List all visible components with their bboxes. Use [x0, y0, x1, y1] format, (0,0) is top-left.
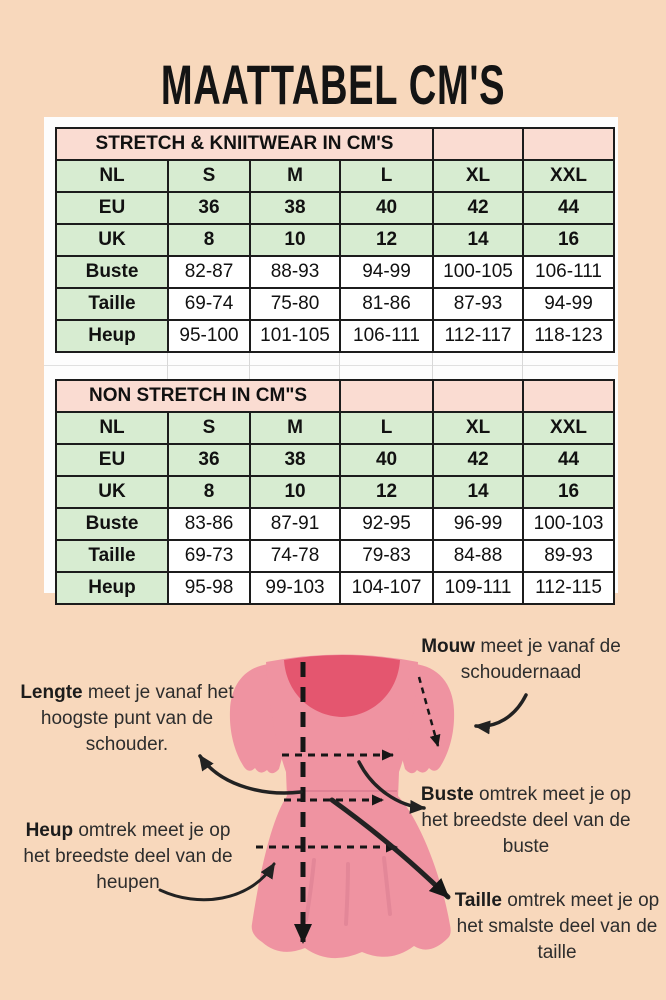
- size-cell: 44: [523, 444, 614, 476]
- measure-cell: 69-74: [168, 288, 250, 320]
- measure-cell: 100-105: [433, 256, 523, 288]
- size-cell: S: [168, 412, 250, 444]
- measure-row: [56, 572, 614, 604]
- measure-cell: 99-103: [250, 572, 340, 604]
- measure-row: [56, 540, 614, 572]
- measure-cell: 83-86: [168, 508, 250, 540]
- measure-cell: 74-78: [250, 540, 340, 572]
- measure-cell: 87-93: [433, 288, 523, 320]
- note-lengte: [2, 680, 252, 758]
- measure-row: [56, 320, 614, 352]
- note-term: Heup: [25, 820, 74, 841]
- measure-cell: 95-100: [168, 320, 250, 352]
- table-title: STRETCH & KNIITWEAR IN CM'S: [56, 128, 433, 160]
- row-label: EU: [56, 192, 168, 224]
- note-term: Taille: [454, 890, 502, 911]
- size-cell: XXL: [523, 160, 614, 192]
- measurement-diagram: [0, 620, 666, 1000]
- measure-row: [56, 508, 614, 540]
- row-label: EU: [56, 444, 168, 476]
- grid-line: [167, 353, 168, 379]
- size-cell: 16: [523, 476, 614, 508]
- size-cell: XXL: [523, 412, 614, 444]
- measure-cell: 75-80: [250, 288, 340, 320]
- size-cell: S: [168, 160, 250, 192]
- measure-cell: 101-105: [250, 320, 340, 352]
- measure-cell: 94-99: [523, 288, 614, 320]
- row-label: Buste: [56, 508, 168, 540]
- row-label: UK: [56, 224, 168, 256]
- measure-row: [56, 256, 614, 288]
- size-cell: 38: [250, 192, 340, 224]
- note-term: Lengte: [20, 682, 83, 703]
- row-label: Taille: [56, 288, 168, 320]
- size-cell: 36: [168, 192, 250, 224]
- note-text: omtrek meet je op het breedste deel van de buste: [421, 784, 632, 857]
- size-cell: 14: [433, 224, 523, 256]
- size-cell: L: [340, 412, 433, 444]
- table-title-row: [56, 380, 614, 412]
- table-title: NON STRETCH IN CM"S: [56, 380, 340, 412]
- size-cell: 38: [250, 444, 340, 476]
- size-cell: XL: [433, 412, 523, 444]
- size-cell: 36: [168, 444, 250, 476]
- empty-header-cell: [523, 128, 614, 160]
- measure-cell: 88-93: [250, 256, 340, 288]
- note-text: meet je vanaf het hoogste punt van de schouder.: [40, 682, 234, 755]
- size-cell: 40: [340, 192, 433, 224]
- measure-cell: 112-117: [433, 320, 523, 352]
- measure-cell: 89-93: [523, 540, 614, 572]
- grid-line: [339, 353, 340, 379]
- size-row: [56, 160, 614, 192]
- measure-cell: 79-83: [340, 540, 433, 572]
- size-cell: 14: [433, 476, 523, 508]
- nonstretch-size-table: [55, 379, 615, 605]
- measure-cell: 95-98: [168, 572, 250, 604]
- measure-cell: 96-99: [433, 508, 523, 540]
- measure-cell: 84-88: [433, 540, 523, 572]
- size-cell: 8: [168, 224, 250, 256]
- size-cell: 42: [433, 192, 523, 224]
- size-cell: 10: [250, 224, 340, 256]
- row-label: NL: [56, 412, 168, 444]
- row-label: NL: [56, 160, 168, 192]
- note-heup: [20, 818, 236, 896]
- table-title-row: [56, 128, 614, 160]
- note-taille: [450, 888, 664, 966]
- measure-cell: 81-86: [340, 288, 433, 320]
- size-tables-sheet: [44, 117, 618, 598]
- size-row: [56, 192, 614, 224]
- size-row: [56, 224, 614, 256]
- size-cell: 42: [433, 444, 523, 476]
- row-label: Heup: [56, 320, 168, 352]
- note-text: meet je vanaf de schoudernaad: [460, 636, 621, 683]
- stretch-size-table: [55, 127, 615, 353]
- empty-header-cell: [433, 128, 523, 160]
- empty-header-cell: [340, 380, 433, 412]
- measure-cell: 82-87: [168, 256, 250, 288]
- size-cell: 44: [523, 192, 614, 224]
- grid-line: [249, 353, 250, 379]
- grid-line: [522, 353, 523, 379]
- note-text: omtrek meet je op het smalste deel van de taille: [456, 890, 660, 963]
- grid-line: [432, 353, 433, 379]
- size-cell: 10: [250, 476, 340, 508]
- row-label: UK: [56, 476, 168, 508]
- measure-cell: 106-111: [340, 320, 433, 352]
- measure-cell: 92-95: [340, 508, 433, 540]
- measure-cell: 118-123: [523, 320, 614, 352]
- page-title: MAATTABEL CM'S: [160, 53, 506, 116]
- size-cell: 40: [340, 444, 433, 476]
- note-text: omtrek meet je op het breedste deel van de heupen: [23, 820, 233, 893]
- empty-header-cell: [433, 380, 523, 412]
- measure-cell: 112-115: [523, 572, 614, 604]
- row-label: Buste: [56, 256, 168, 288]
- measure-cell: 106-111: [523, 256, 614, 288]
- grid-line: [44, 365, 618, 366]
- size-cell: M: [250, 160, 340, 192]
- measure-row: [56, 288, 614, 320]
- measure-cell: 109-111: [433, 572, 523, 604]
- note-term: Mouw: [421, 636, 476, 657]
- size-row: [56, 412, 614, 444]
- size-cell: 16: [523, 224, 614, 256]
- note-buste: [420, 782, 632, 860]
- note-term: Buste: [420, 784, 474, 805]
- row-label: Heup: [56, 572, 168, 604]
- row-label: Taille: [56, 540, 168, 572]
- note-mouw: [410, 634, 632, 686]
- empty-header-cell: [523, 380, 614, 412]
- size-cell: 8: [168, 476, 250, 508]
- size-cell: M: [250, 412, 340, 444]
- mouw-arrow: [476, 695, 526, 726]
- size-row: [56, 476, 614, 508]
- measure-cell: 94-99: [340, 256, 433, 288]
- measure-cell: 87-91: [250, 508, 340, 540]
- size-cell: 12: [340, 224, 433, 256]
- size-cell: L: [340, 160, 433, 192]
- measure-cell: 104-107: [340, 572, 433, 604]
- size-row: [56, 444, 614, 476]
- measure-cell: 100-103: [523, 508, 614, 540]
- measure-cell: 69-73: [168, 540, 250, 572]
- sheet-gap: [55, 353, 613, 379]
- size-cell: XL: [433, 160, 523, 192]
- size-cell: 12: [340, 476, 433, 508]
